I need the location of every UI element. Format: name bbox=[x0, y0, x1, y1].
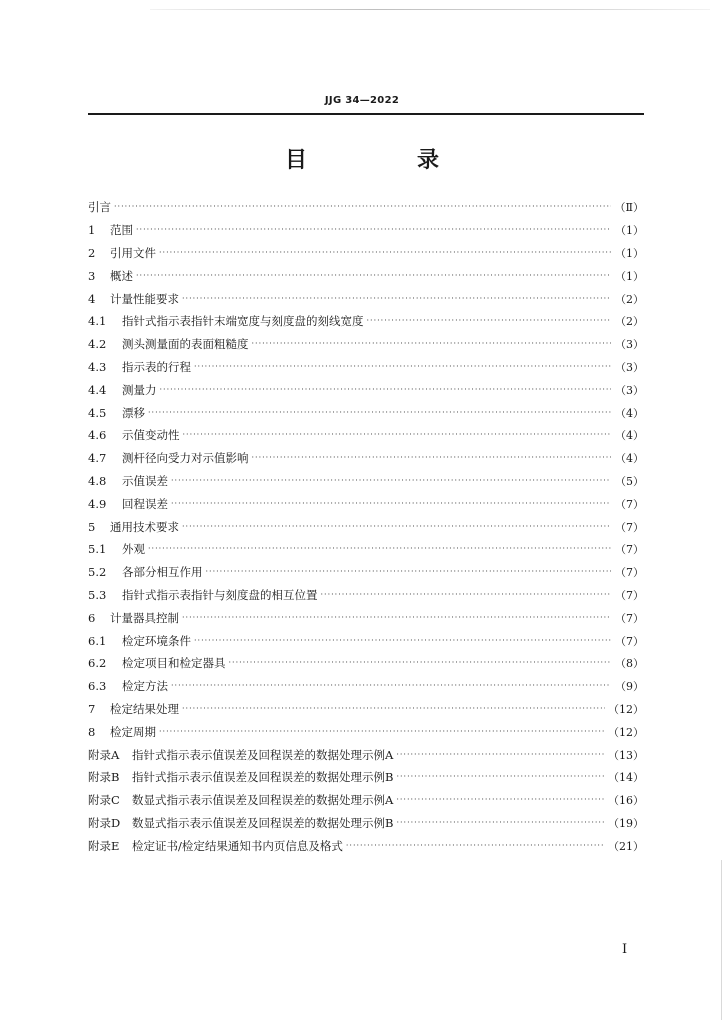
toc-entry-number: 5.3 bbox=[88, 587, 107, 602]
scan-artifact-top bbox=[150, 9, 710, 10]
toc-entry-label: 通用技术要求 bbox=[110, 519, 179, 534]
toc-dot-leader bbox=[182, 295, 611, 303]
toc-entry-page: （13） bbox=[608, 748, 644, 762]
toc-dot-leader bbox=[182, 523, 611, 531]
toc-dot-leader bbox=[171, 477, 611, 485]
toc-entry-page: （7） bbox=[615, 611, 644, 625]
toc-entry-page: （7） bbox=[615, 520, 644, 534]
toc-entry-label: 示值误差 bbox=[122, 473, 168, 488]
table-of-contents bbox=[88, 196, 644, 857]
toc-entry bbox=[88, 584, 644, 607]
toc-dot-leader bbox=[206, 568, 612, 576]
toc-entry-number: 6 bbox=[88, 610, 96, 625]
toc-entry-number: 5.1 bbox=[88, 542, 107, 557]
toc-entry-label: 概述 bbox=[110, 268, 133, 283]
toc-entry-label: 计量性能要求 bbox=[110, 291, 179, 306]
toc-entry bbox=[88, 378, 644, 401]
toc-entry-number: 附录B bbox=[88, 770, 120, 785]
toc-entry-number: 4.4 bbox=[88, 382, 107, 397]
toc-entry-number: 4.1 bbox=[88, 314, 107, 329]
toc-entry bbox=[88, 219, 644, 242]
toc-entry-number: 4.7 bbox=[88, 451, 107, 466]
toc-entry-label: 检定周期 bbox=[110, 724, 156, 739]
toc-entry bbox=[88, 720, 644, 743]
toc-dot-leader bbox=[160, 386, 612, 394]
toc-entry-page: （2） bbox=[615, 315, 644, 329]
toc-entry bbox=[88, 766, 644, 789]
toc-entry-number: 8 bbox=[88, 724, 96, 739]
toc-dot-leader bbox=[182, 705, 605, 713]
toc-dot-leader bbox=[229, 659, 612, 667]
toc-entry bbox=[88, 401, 644, 424]
toc-entry-page: （7） bbox=[615, 588, 644, 602]
toc-entry-label: 引言 bbox=[88, 200, 111, 215]
toc-entry-number: 1 bbox=[88, 223, 96, 238]
toc-entry-page: （14） bbox=[608, 771, 644, 785]
toc-entry-page: （7） bbox=[615, 566, 644, 580]
toc-entry-number: 6.2 bbox=[88, 656, 107, 671]
toc-entry bbox=[88, 492, 644, 515]
toc-entry-page: （7） bbox=[615, 634, 644, 648]
toc-dot-leader bbox=[182, 614, 611, 622]
toc-entry bbox=[88, 629, 644, 652]
toc-entry bbox=[88, 561, 644, 584]
toc-entry-number: 4.6 bbox=[88, 428, 107, 443]
toc-entry bbox=[88, 515, 644, 538]
toc-dot-leader bbox=[171, 682, 611, 690]
toc-dot-leader bbox=[171, 500, 611, 508]
toc-entry-page: （1） bbox=[615, 246, 644, 260]
toc-dot-leader bbox=[148, 409, 611, 417]
toc-entry-label: 指示表的行程 bbox=[122, 359, 191, 374]
toc-entry-page: （19） bbox=[608, 816, 644, 830]
toc-entry-number: 附录C bbox=[88, 793, 120, 808]
toc-entry-page: （4） bbox=[615, 452, 644, 466]
toc-entry-page: （Ⅱ） bbox=[614, 201, 644, 215]
toc-entry bbox=[88, 538, 644, 561]
page-number: I bbox=[622, 942, 628, 957]
toc-entry-number: 5 bbox=[88, 519, 96, 534]
toc-entry bbox=[88, 675, 644, 698]
toc-entry bbox=[88, 812, 644, 835]
toc-entry-label: 检定证书/检定结果通知书内页信息及格式 bbox=[132, 838, 343, 853]
toc-entry bbox=[88, 789, 644, 812]
toc-entry-page: （7） bbox=[615, 543, 644, 557]
toc-dot-leader bbox=[321, 591, 612, 599]
toc-entry-label: 外观 bbox=[122, 542, 145, 557]
toc-entry-number: 6.1 bbox=[88, 633, 107, 648]
toc-entry-page: （4） bbox=[615, 406, 644, 420]
toc-entry bbox=[88, 447, 644, 470]
toc-entry-page: （3） bbox=[615, 338, 644, 352]
toc-entry-number: 附录E bbox=[88, 838, 120, 853]
toc-entry-label: 数显式指示表示值误差及回程误差的数据处理示例A bbox=[132, 793, 394, 808]
toc-entry bbox=[88, 743, 644, 766]
toc-entry-label: 回程误差 bbox=[122, 496, 168, 511]
toc-entry-page: （1） bbox=[615, 269, 644, 283]
toc-entry-label: 范围 bbox=[110, 223, 133, 238]
toc-entry-page: （4） bbox=[615, 429, 644, 443]
toc-entry-page: （8） bbox=[615, 657, 644, 671]
toc-entry bbox=[88, 196, 644, 219]
scan-artifact-right bbox=[721, 860, 722, 1020]
toc-entry bbox=[88, 310, 644, 333]
toc-entry-number: 4.9 bbox=[88, 496, 107, 511]
header-rule bbox=[88, 113, 644, 115]
toc-dot-leader bbox=[396, 819, 605, 827]
toc-entry-page: （7） bbox=[615, 497, 644, 511]
toc-entry-number: 4.3 bbox=[88, 359, 107, 374]
toc-dot-leader bbox=[148, 545, 611, 553]
toc-entry-number: 2 bbox=[88, 245, 96, 260]
toc-entry-page: （9） bbox=[615, 680, 644, 694]
toc-entry-label: 各部分相互作用 bbox=[122, 565, 203, 580]
toc-dot-leader bbox=[346, 842, 605, 850]
toc-entry-label: 测头测量面的表面粗糙度 bbox=[122, 337, 249, 352]
toc-entry-label: 检定结果处理 bbox=[110, 701, 179, 716]
document-code: JJG 34—2022 bbox=[324, 95, 400, 106]
toc-dot-leader bbox=[136, 272, 611, 280]
toc-entry-number: 3 bbox=[88, 268, 96, 283]
toc-entry bbox=[88, 606, 644, 629]
toc-entry-number: 7 bbox=[88, 701, 96, 716]
toc-dot-leader bbox=[194, 363, 611, 371]
toc-dot-leader bbox=[367, 317, 612, 325]
toc-entry-page: （3） bbox=[615, 360, 644, 374]
toc-entry-label: 指针式指示表示值误差及回程误差的数据处理示例A bbox=[132, 747, 394, 762]
toc-entry-label: 检定项目和检定器具 bbox=[122, 656, 226, 671]
toc-entry-label: 引用文件 bbox=[110, 245, 156, 260]
toc-entry-label: 指针式指示表指针末端宽度与刻度盘的刻线宽度 bbox=[122, 314, 364, 329]
toc-entry-label: 漂移 bbox=[122, 405, 145, 420]
toc-entry bbox=[88, 333, 644, 356]
toc-dot-leader bbox=[396, 751, 605, 759]
toc-entry-label: 数显式指示表示值误差及回程误差的数据处理示例B bbox=[132, 815, 394, 830]
toc-entry bbox=[88, 356, 644, 379]
toc-entry-label: 检定环境条件 bbox=[122, 633, 191, 648]
toc-entry bbox=[88, 834, 644, 857]
toc-entry-label: 示值变动性 bbox=[122, 428, 180, 443]
toc-entry bbox=[88, 242, 644, 265]
toc-entry-label: 指针式指示表指针与刻度盘的相互位置 bbox=[122, 587, 318, 602]
toc-entry-number: 5.2 bbox=[88, 565, 107, 580]
toc-entry-label: 测杆径向受力对示值影响 bbox=[122, 451, 249, 466]
toc-entry bbox=[88, 652, 644, 675]
toc-entry-page: （5） bbox=[615, 474, 644, 488]
toc-entry-page: （21） bbox=[608, 839, 644, 853]
page-title: 目 录 bbox=[284, 148, 483, 173]
toc-entry-page: （1） bbox=[615, 224, 644, 238]
toc-entry bbox=[88, 698, 644, 721]
toc-entry-page: （3） bbox=[615, 383, 644, 397]
toc-dot-leader bbox=[396, 796, 605, 804]
toc-dot-leader bbox=[159, 728, 605, 736]
toc-entry-label: 计量器具控制 bbox=[110, 610, 179, 625]
toc-entry-number: 4.2 bbox=[88, 337, 107, 352]
toc-entry bbox=[88, 287, 644, 310]
toc-entry-number: 附录D bbox=[88, 815, 121, 830]
toc-dot-leader bbox=[159, 249, 611, 257]
toc-dot-leader bbox=[396, 773, 605, 781]
toc-entry-number: 4 bbox=[88, 291, 96, 306]
toc-entry-label: 检定方法 bbox=[122, 679, 168, 694]
toc-entry-number: 6.3 bbox=[88, 679, 107, 694]
toc-dot-leader bbox=[183, 431, 612, 439]
toc-dot-leader bbox=[194, 637, 611, 645]
toc-entry-page: （12） bbox=[608, 702, 644, 716]
toc-entry-number: 4.8 bbox=[88, 473, 107, 488]
toc-entry-page: （2） bbox=[615, 292, 644, 306]
toc-entry-page: （16） bbox=[608, 794, 644, 808]
toc-entry bbox=[88, 264, 644, 287]
toc-entry bbox=[88, 424, 644, 447]
toc-entry bbox=[88, 470, 644, 493]
toc-dot-leader bbox=[252, 454, 612, 462]
toc-entry-page: （12） bbox=[608, 725, 644, 739]
toc-entry-number: 4.5 bbox=[88, 405, 107, 420]
toc-dot-leader bbox=[136, 226, 611, 234]
toc-entry-number: 附录A bbox=[88, 747, 120, 762]
toc-entry-label: 指针式指示表示值误差及回程误差的数据处理示例B bbox=[132, 770, 394, 785]
toc-dot-leader bbox=[114, 203, 611, 211]
toc-dot-leader bbox=[252, 340, 612, 348]
toc-entry-label: 测量力 bbox=[122, 382, 157, 397]
